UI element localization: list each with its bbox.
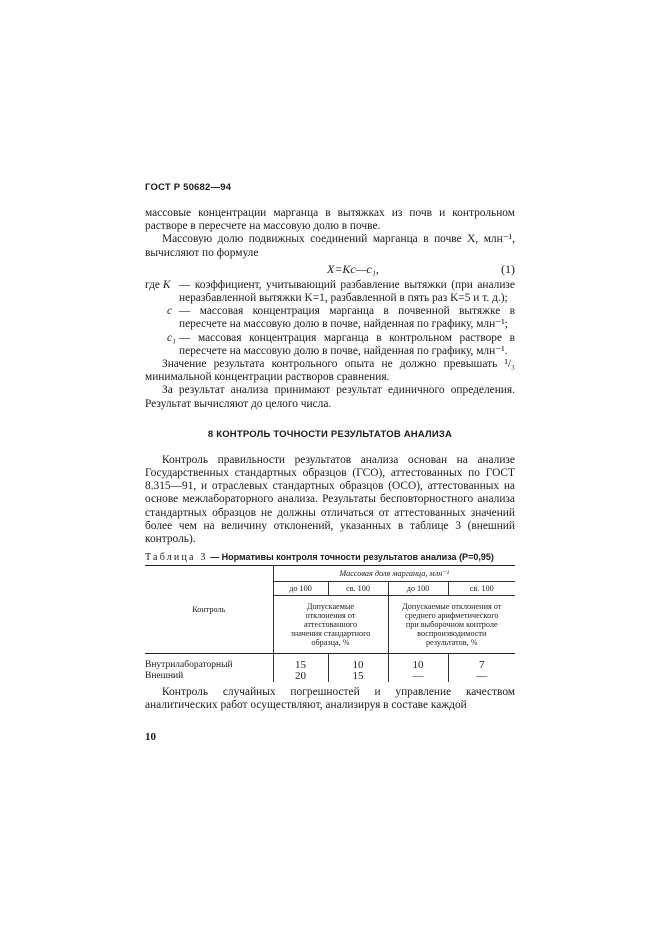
table-row [145, 671, 515, 682]
formula-number: (1) [501, 261, 515, 276]
column-group-2: Допускаемые отклонения от среднего арифметического при выборочном контроле воспроизводимости результатов, % [388, 596, 515, 654]
range-header: св. 100 [448, 582, 515, 596]
variable-definitions [145, 279, 515, 358]
row-label: Внешний [145, 670, 184, 681]
range-header: до 100 [388, 582, 448, 596]
paragraph: Контроль случайных погрешностей и управление качеством аналитических работ осуществляют, анализируя в составе каждой [145, 685, 515, 711]
norms-table [145, 565, 515, 682]
paragraph: Контроль правильности результатов анализа основан на анализе Государственных стандартных образцов (ГСО), аттестованных по ГОСТ 8.315—91, и отраслевых стандартных образцов (ОСО), аттестованных на основе межлабораторного анализа. Результаты бесповторностного анализа стандартных образцов не должны отличаться от аттестованных значений более чем на величину отклонений, указанных в таблице 3 (внешний контроль). [145, 453, 515, 546]
definition-lead: где [145, 278, 160, 291]
paragraph: Массовую долю подвижных соединений марганца в почве X, млн⁻¹, вычисляют по формуле [145, 233, 515, 259]
cell: 7 [448, 660, 515, 671]
definition-symbol: c₁ [167, 331, 177, 344]
range-header: св. 100 [328, 582, 388, 596]
document-page [145, 182, 515, 712]
table-title: — Нормативы контроля точности результатов анализа (P=0,95) [210, 552, 494, 563]
cell: — [448, 671, 515, 682]
definition-text: — массовая концентрация марганца в почвенной вытяжке в пересчете на массовую долю в почве, найденная по графику, млн⁻¹; [179, 305, 515, 331]
paragraph: Значение результата контрольного опыта не должно превышать ¹/₃ минимальной концентрации растворов сравнения. [145, 358, 515, 384]
row-label: Внутрилабораторный [145, 659, 233, 670]
cell: 15 [273, 660, 328, 671]
table-row [145, 660, 515, 671]
range-header: до 100 [273, 582, 328, 596]
cell: 15 [328, 671, 388, 682]
document-header: ГОСТ Р 50682—94 [145, 182, 232, 193]
definition-k [145, 279, 515, 305]
section-title: 8 КОНТРОЛЬ ТОЧНОСТИ РЕЗУЛЬТАТОВ АНАЛИЗА [207, 428, 453, 440]
paragraph: За результат анализа принимают результат единичного определения. Результат вычисляют до целого числа. [145, 384, 515, 410]
definition-symbol: K [162, 278, 171, 291]
row-header: Контроль [145, 566, 273, 654]
formula-expression: X=Kc—c₁, [327, 261, 379, 276]
definition-text: — массовая концентрация марганца в контрольном растворе в пересчете на массовую долю в почве, найденная по графику, млн⁻¹. [179, 331, 515, 357]
cell: 10 [328, 660, 388, 671]
cell: 20 [273, 671, 328, 682]
definition-symbol: c [167, 305, 173, 318]
definition-text: — коэффициент, учитывающий разбавление вытяжки (при анализе неразбавленной вытяжки K=1, разбавленной в пять раз K=5 и т. д.); [179, 278, 515, 305]
formula-1 [145, 262, 515, 278]
column-group-1: Допускаемые отклонения от аттестованного значения стандартного образца, % [273, 596, 388, 654]
page-number: 10 [145, 731, 156, 743]
cell: 10 [388, 660, 448, 671]
definition-c1 [145, 332, 515, 358]
table-label: Таблица 3 [145, 552, 208, 564]
definition-c [145, 305, 515, 331]
group-header: Массовая доля марганца, млн⁻¹ [273, 566, 515, 582]
cell: — [388, 671, 448, 682]
table-caption [145, 552, 515, 563]
paragraph: массовые концентрации марганца в вытяжках из почв и контрольном растворе в пересчете на массовую долю в почве. [145, 207, 515, 233]
